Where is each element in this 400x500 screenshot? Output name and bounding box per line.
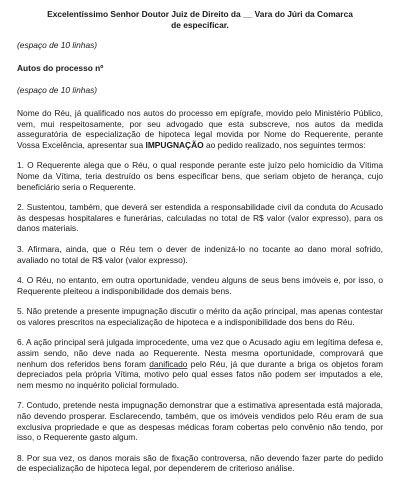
paragraph-7: 7. Contudo, pretende nesta impugnação demonstrar que a estimativa apresentada está majorada, não devendo prosperar. Esclarecendo, também, que os imóveis vendidos pelo Réu eram de sua exclusiva propriedade e que as despesas médicas foram cobertas pelo convênio não tendo, por isso, o Requerente gasto algum. <box>17 400 383 443</box>
intro-paragraph <box>17 108 383 150</box>
paragraph-5: 5. Não pretende a presente impugnação discutir o mérito da ação principal, mas apenas contestar os valores prescritos na especialização de hipoteca e a indisponibilidade dos bens do Réu. <box>17 306 383 327</box>
title-line-2: de especificar. <box>171 19 229 30</box>
paragraph-8: 8. Por sua vez, os danos morais são de fixação controversa, não devendo fazer parte do pedido de especialização de hipoteca legal, por dependerem de criterioso análise. <box>17 452 383 474</box>
paragraph-4: 4. O Réu, no entanto, em outra oportunidade, vendeu alguns de seus bens imóveis e, por isso, o Requerente pleiteou a indisponibilidade dos demais bens. <box>17 275 383 296</box>
paragraph-6-text: 6. A ação principal será julgada improcedente, uma vez que o Acusado agiu em legítima defesa e, assim sendo, não deve nada ao Requerente. Nesta mesma oportunidade, comprovará que nenhum dos referidos bens foram <box>17 337 383 369</box>
title-line-1: Excelentíssimo Senhor Doutor Juiz de Direito da __ Vara do Júri da Comarca <box>47 9 353 19</box>
paragraph-6-text-end: pelo Réu, já que durante a briga os objetos foram depreciados pela própria Vítima, motivo pelo qual esses fatos não podem ser imputados a ele, nem mesmo no inquérito policial formulado. <box>17 358 383 390</box>
document-title <box>17 9 383 30</box>
spacing-note: (espaço de 10 linhas) <box>17 85 98 96</box>
underlined-word: danificado <box>149 358 188 369</box>
spacing-note: (espaço de 10 linhas) <box>17 40 98 51</box>
paragraph-2: 2. Sustentou, também, que deverá ser estendida a responsabilidade civil da conduta do Acusado às despesas hospitalares e funerárias, calculadas no total de R$ valor (valor expresso), para os danos materiais. <box>17 202 383 234</box>
intro-text-end: ao pedido realizado, nos seguintes termos: <box>203 139 366 150</box>
impugnacao-keyword: IMPUGNAÇÃO <box>145 139 204 150</box>
paragraph-3: 3. Afirmara, ainda, que o Réu tem o dever de indenizá-lo no tocante ao dano moral sofrido, avaliado no total de R$ valor (valor expresso). <box>17 243 383 265</box>
case-heading: Autos do processo nº <box>17 62 104 73</box>
document-page <box>17 9 383 484</box>
paragraph-1: 1. O Requerente alega que o Réu, o qual responde perante este juízo pelo homicídio da Vítima Nome da Vítima, teria destruído os bens especificar bens, que seriam objeto de herança, cujo beneficiário seria o Requerente. <box>17 160 383 192</box>
intro-text: Nome do Réu, já qualificado nos autos do processo em epígrafe, movido pelo Ministério Público, vem, mui respeitosamente, por seu advogado que esta subscreve, nos autos da medida asseguratória de especialização de hipoteca legal movida por Nome do Requerente, perante Vossa Excelência, apresentar sua <box>17 107 383 150</box>
paragraph-6 <box>17 337 383 390</box>
